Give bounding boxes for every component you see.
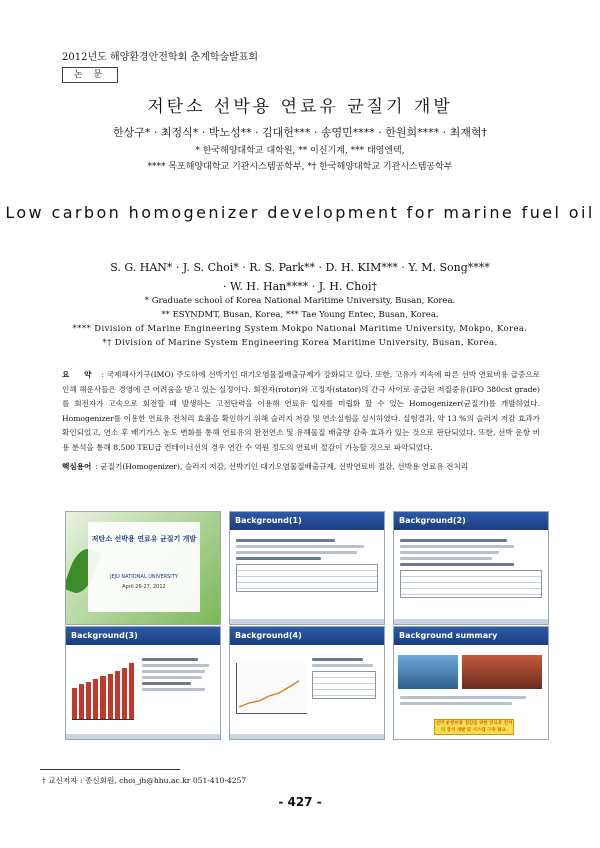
slide-background-2 xyxy=(393,511,549,625)
slide-heading: Background(1) xyxy=(230,512,384,530)
text-line xyxy=(142,676,202,679)
keywords-text: : 균질기(Homogenizer), 슬러지 저감, 선박기인 대기오염물질배출규제, 선박연료비 절감, 선박용 연료유 전처리 xyxy=(95,462,469,471)
text-line xyxy=(142,664,209,667)
text-line xyxy=(400,539,507,542)
keywords xyxy=(62,461,540,472)
affiliation-english-4: *† Division of Marine System Engineering Korea Maritime University, Busan, Korea. xyxy=(102,338,498,348)
slide-background-summary xyxy=(393,626,549,740)
chart-bar-5 xyxy=(100,676,105,719)
plot-series-line xyxy=(239,681,299,707)
table-graphic xyxy=(312,671,376,699)
text-line xyxy=(236,539,335,542)
slide-heading: Background(3) xyxy=(66,627,220,645)
affiliation-korean-2: **** 목포해양대학교 기관시스템공학부, *† 한국해양대학교 기관시스템공학부 xyxy=(147,162,453,172)
text-line xyxy=(400,557,492,560)
line-plot xyxy=(236,663,307,714)
chart-bar-3 xyxy=(86,682,91,719)
authors-english-2: · W. H. Han**** · J. H. Choi† xyxy=(223,280,377,293)
affiliation-korean-1: * 한국해양대학교 대학원, ** 이신기계, *** 태영엔텍, xyxy=(195,146,405,156)
affiliation-english-3: **** Division of Marine Engineering System Mokpo National Maritime University, Mokpo, Korea. xyxy=(72,324,528,334)
slide-text xyxy=(142,655,212,694)
text-line xyxy=(142,670,205,673)
slide-university: JEJU NATIONAL UNIVERSITY xyxy=(110,574,178,580)
slide-footer xyxy=(230,619,384,624)
text-line xyxy=(236,557,321,560)
slide-body xyxy=(236,536,378,616)
bar-chart xyxy=(72,657,134,720)
abstract-text: : 국제해사기구(IMO) 주도하에 선박기인 대기오염물질배출규제가 강화되고 있다. 또한, 고유가 지속에 따른 선박 연료비용 급증으로 인해 해운사들은 경영에 큰 어려움을 받고 있는 실정이다. 회전자(rotor)와 고정자(stator)의 간극 사이로 공급된 저질중유(IFO 380cst grade)를 회전자가 고속으로 회전할 때 발생하는 고전단력을 이용해 연료유 입자를 미립화 할 수 있는 Homogenizer(균질기)를 개발하였다. Homogenizer를 이용한 연료유 전처리 효율을 확인하기 위해 슬러지 저감 및 연소실험을 실시하였다. 실험결과, 약 13 %의 슬러지 저감 효과가 확인되었고, 연소 후 배기가스 농도 변화를 통해 연료유의 완전연소 및 유해물질 배출량 감축 효과가 있는 것으로 판단되었다. 또한, 선박 운항 비용 분석을 통해 8,500 TEU급 컨테이너선의 경우 연간 수 억원 정도의 연료비 절감이 가능할 것으로 파악되었다. xyxy=(62,370,540,452)
chart-bar-4 xyxy=(93,679,98,719)
text-line xyxy=(142,658,198,661)
authors-korean: 한상구* · 최정식* · 박노성** · 김대헌*** · 송영민**** · 한원희**** · 최재혁† xyxy=(112,126,488,139)
slide-background-3 xyxy=(65,626,221,740)
ship-photo xyxy=(398,655,458,689)
text-line xyxy=(236,545,364,548)
slide-text xyxy=(312,655,376,699)
text-line xyxy=(312,658,363,661)
chart-bar-1 xyxy=(72,688,77,719)
slide-background-4 xyxy=(229,626,385,740)
footnote-divider xyxy=(40,769,180,770)
line-plot-svg xyxy=(237,663,307,713)
text-line xyxy=(142,682,191,685)
affiliation-english-1: * Graduate school of Korea National Maritime University, Busan, Korea. xyxy=(144,296,456,306)
text-line xyxy=(312,664,373,667)
title-korean: 저탄소 선박용 연료유 균질기 개발 xyxy=(147,97,453,117)
slide-footer xyxy=(230,734,384,739)
conference-header: 2012년도 해양환경안전학회 춘계학술발표회 xyxy=(62,52,259,63)
keywords-label: 핵심용어 xyxy=(62,462,92,471)
slide-body xyxy=(400,536,542,616)
slide-date: April 26-27, 2012 xyxy=(122,584,166,590)
slide-title-text: 저탄소 선박용 연료유 균질기 개발 xyxy=(91,535,197,543)
slide-footer xyxy=(394,619,548,624)
abstract-label: 요 약 xyxy=(62,370,98,379)
slide-heading: Background(2) xyxy=(394,512,548,530)
affiliation-english-2: ** ESYNDMT, Busan, Korea, *** Tae Young Entec, Busan, Korea. xyxy=(161,310,439,320)
slide-text xyxy=(400,693,540,708)
text-line xyxy=(400,545,514,548)
authors-english-1: S. G. HAN* · J. S. Choi* · R. S. Park** · D. H. KIM*** · Y. M. Song**** xyxy=(110,261,490,274)
text-line xyxy=(400,696,526,699)
table-graphic xyxy=(400,570,542,598)
text-line xyxy=(400,702,512,705)
chart-bar-6 xyxy=(108,674,113,719)
paper-type-label: 논 문 xyxy=(62,67,118,83)
chart-bar-7 xyxy=(115,671,120,719)
slide-footer xyxy=(66,734,220,739)
port-photo xyxy=(462,655,542,689)
title-english: Low carbon homogenizer development for marine fuel oil xyxy=(5,203,595,222)
table-graphic xyxy=(236,564,378,592)
text-line xyxy=(400,551,499,554)
chart-bar-9 xyxy=(129,663,134,719)
chart-bar-2 xyxy=(79,684,84,719)
text-line xyxy=(236,551,357,554)
text-line xyxy=(142,688,205,691)
slide-heading: Background summary xyxy=(394,627,548,645)
chart-bar-8 xyxy=(122,668,127,719)
page-number: - 427 - xyxy=(278,795,322,809)
slide-background-1 xyxy=(229,511,385,625)
abstract xyxy=(62,368,540,455)
slide-title xyxy=(65,511,221,625)
text-line xyxy=(400,563,514,566)
summary-callout: 선박 운항비용 절감을 위한 연료유 전처리 장치 개발 및 시스템 구축 필요. xyxy=(435,721,513,733)
slide-heading: Background(4) xyxy=(230,627,384,645)
footnote: † 교신저자 : 종신회원, choi_jh@hhu.ac.kr 051-410-4257 xyxy=(42,776,247,785)
